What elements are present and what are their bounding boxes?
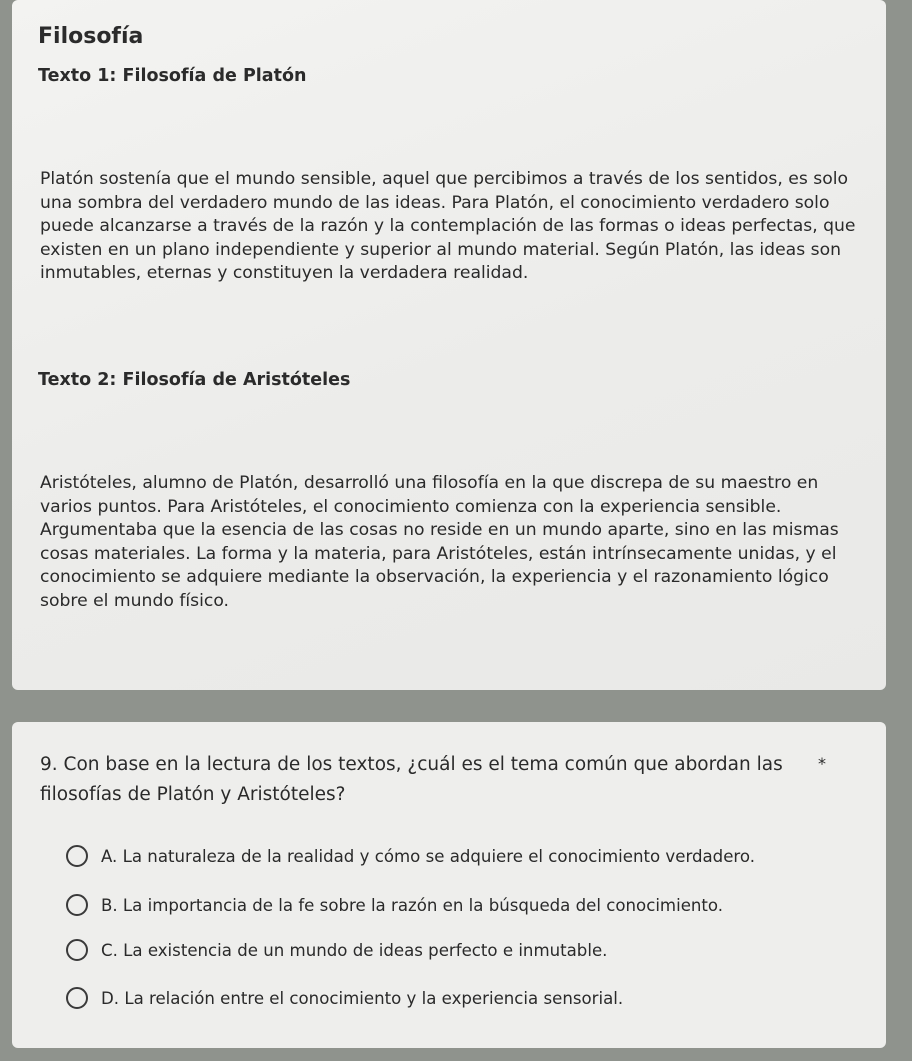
option-c-label: C. La existencia de un mundo de ideas perfecto e inmutable. — [101, 940, 608, 960]
text1-paragraph: Platón sostenía que el mundo sensible, aquel que percibimos a través de los sentidos, es solo una sombra del verdadero mundo de las ideas. Para Platón, el conocimiento verdadero solo puede alcanzarse a través de la razón y la contemplación de las formas o ideas perfectas, que existen en un plano independiente y superior al mundo material. Según Platón, las ideas son inmutables, eternas y constituyen la verdadera realidad. — [40, 169, 856, 283]
radio-a[interactable] — [66, 845, 88, 867]
question-text: 9. Con base en la lectura de los textos, ¿cuál es el tema común que abordan las filosofías de Platón y Aristóteles? — [40, 754, 783, 805]
text1-heading — [38, 66, 306, 86]
reading-card — [12, 0, 886, 690]
option-d[interactable] — [66, 987, 623, 1009]
option-c[interactable] — [66, 939, 607, 961]
option-a-label: A. La naturaleza de la realidad y cómo se adquiere el conocimiento verdadero. — [101, 846, 756, 866]
required-asterisk: * — [818, 754, 826, 773]
text1-title: Filosofía de Platón — [122, 66, 307, 86]
radio-c[interactable] — [66, 939, 88, 961]
text1-label: Texto 1: — [38, 66, 117, 86]
text2-label: Texto 2: — [38, 370, 117, 390]
radio-d[interactable] — [66, 987, 88, 1009]
section-title: Filosofía — [38, 24, 144, 49]
text2-heading — [38, 370, 350, 390]
option-b[interactable] — [66, 894, 723, 916]
text2-title: Filosofía de Aristóteles — [122, 370, 351, 390]
radio-b[interactable] — [66, 894, 88, 916]
option-b-label: B. La importancia de la fe sobre la razón en la búsqueda del conocimiento. — [101, 895, 724, 915]
question-card — [12, 722, 886, 1048]
option-a[interactable] — [66, 845, 755, 867]
text2-paragraph: Aristóteles, alumno de Platón, desarrolló una filosofía en la que discrepa de su maestro en varios puntos. Para Aristóteles, el conocimiento comienza con la experiencia sensible. Argumentaba que la esencia de las cosas no reside en un mundo aparte, sino en las mismas cosas materiales. La forma y la materia, para Aristóteles, están intrínsecamente unidas, y el conocimiento se adquiere mediante la observación, la experiencia y el razonamiento lógico sobre el mundo físico. — [40, 473, 839, 611]
option-d-label: D. La relación entre el conocimiento y la experiencia sensorial. — [101, 988, 624, 1008]
